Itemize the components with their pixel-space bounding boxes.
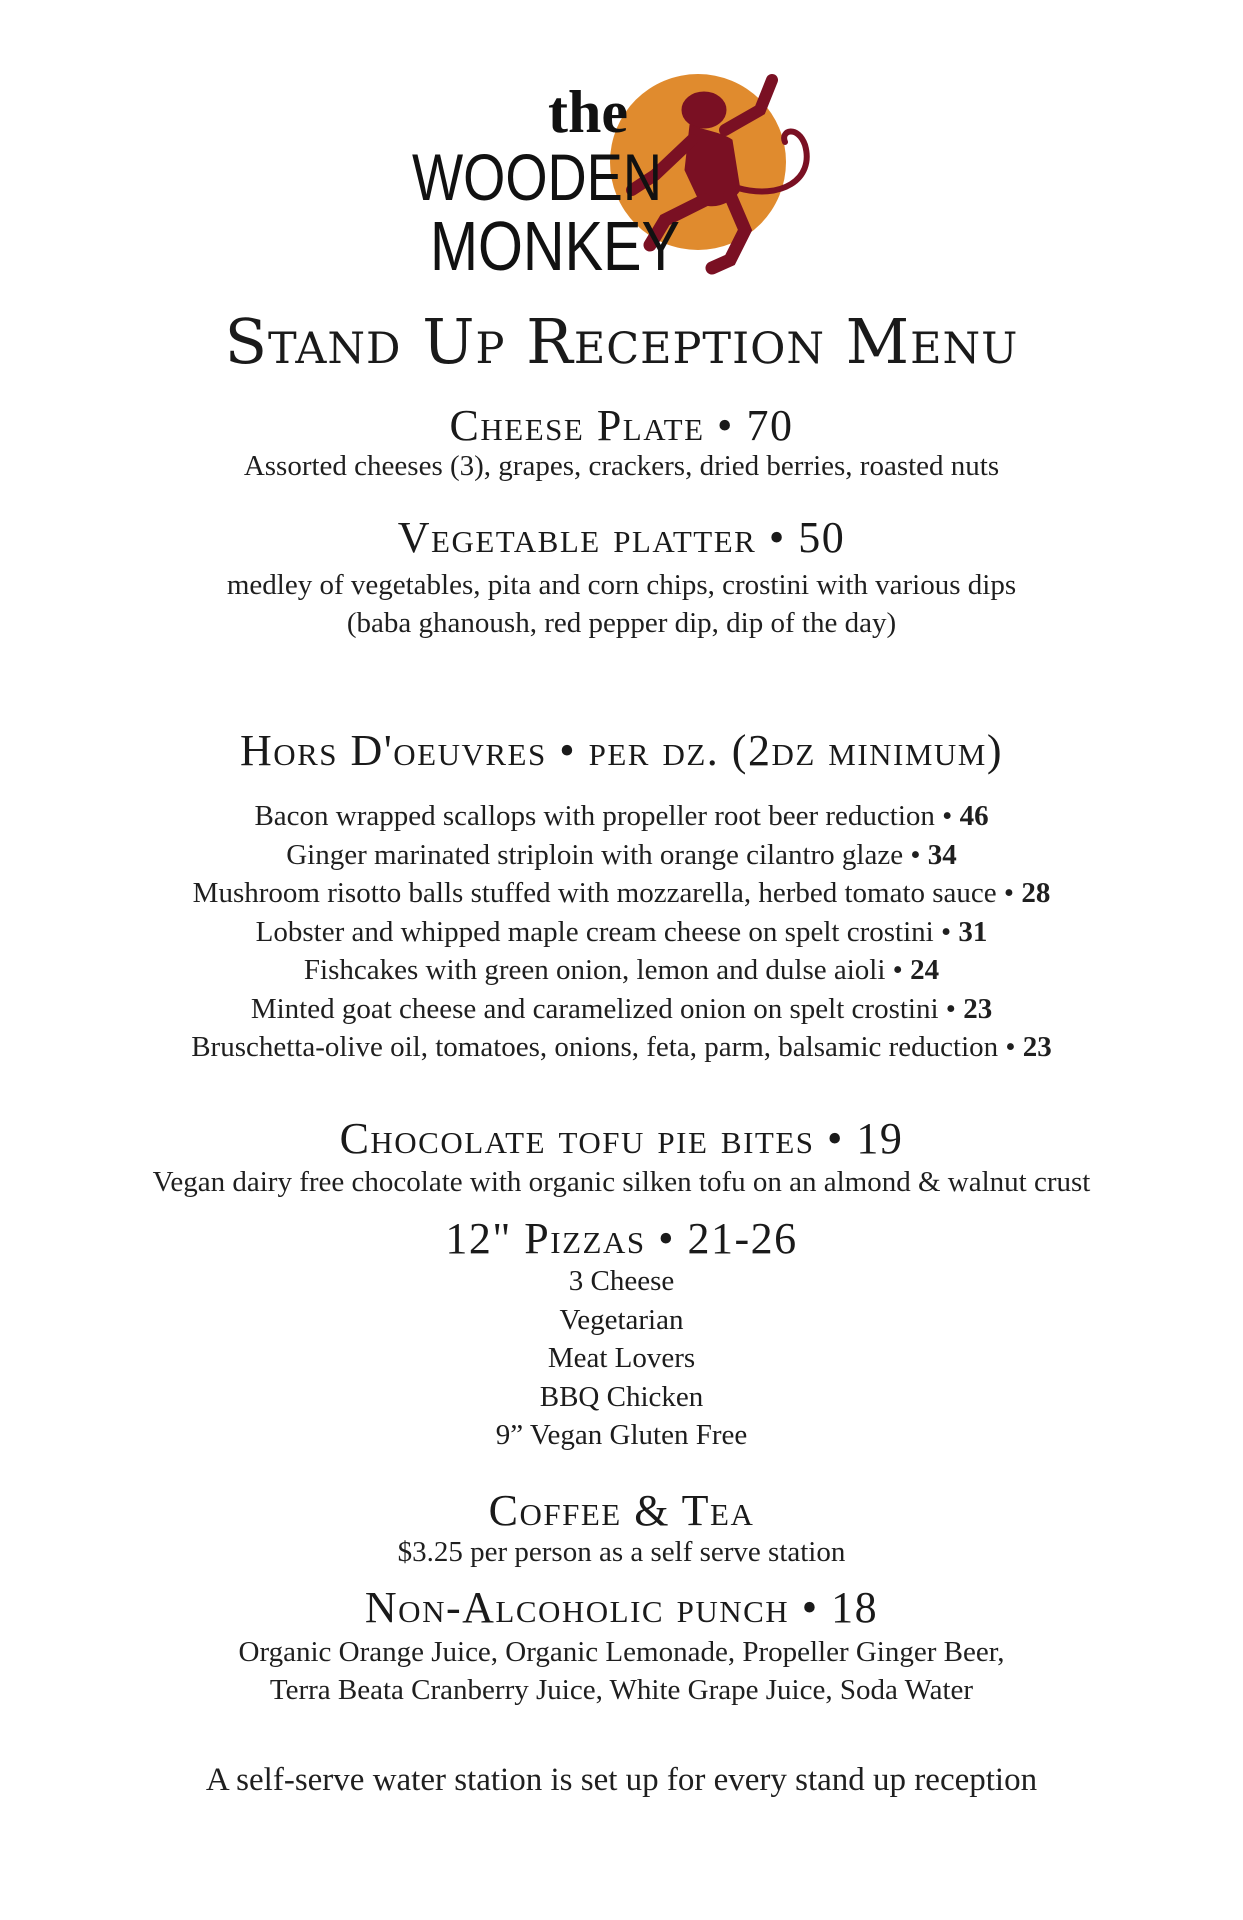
chocolate-tofu-heading: [0, 1113, 1243, 1164]
logo-the: the: [548, 79, 628, 145]
section-name: Vegetable platter: [397, 513, 757, 562]
section-name: Chocolate tofu pie bites: [339, 1114, 815, 1163]
section-price: 70: [746, 401, 794, 450]
punch-description: [0, 1633, 1243, 1709]
description-line: Organic Orange Juice, Organic Lemonade, Propeller Ginger Beer,: [238, 1636, 1005, 1668]
hors-doeuvres-list: [0, 797, 1243, 1067]
item-price: 34: [927, 838, 957, 871]
coffee-tea-heading: [0, 1485, 1243, 1536]
list-item: 9” Vegan Gluten Free: [495, 1419, 748, 1451]
item-price: 23: [963, 992, 993, 1025]
list-item: Fishcakes with green onion, lemon and dulse aioli • 24: [303, 954, 940, 986]
description-line: (baba ghanoush, red pepper dip, dip of the day): [346, 607, 897, 639]
list-item: Ginger marinated striploin with orange cilantro glaze • 34: [286, 838, 957, 871]
list-item: Vegetarian: [559, 1303, 684, 1336]
list-item: Minted goat cheese and caramelized onion on spelt crostini • 23: [250, 992, 993, 1025]
logo-wooden: WOODEN: [412, 140, 662, 214]
item-price: 23: [1022, 1031, 1052, 1063]
vegetable-platter-heading: [0, 512, 1243, 563]
hors-doeuvres-heading: [0, 725, 1243, 776]
coffee-tea-description: $3.25 per person as a self serve station: [397, 1536, 846, 1568]
section-name: Non-Alcoholic punch: [364, 1583, 790, 1632]
logo-monkey: MONKEY: [430, 207, 680, 280]
section-price: 21-26: [687, 1214, 798, 1263]
cheese-plate-description: Assorted cheeses (3), grapes, crackers, dried berries, roasted nuts: [243, 450, 1000, 482]
chocolate-tofu-description: Vegan dairy free chocolate with organic silken tofu on an almond & walnut crust: [152, 1166, 1091, 1198]
section-price: 50: [798, 513, 846, 562]
bullet: •: [827, 1114, 844, 1163]
pizzas-heading: [0, 1213, 1243, 1264]
description-line: medley of vegetables, pita and corn chips, crostini with various dips: [226, 569, 1017, 601]
item-price: 46: [959, 800, 989, 832]
description-line: Terra Beata Cranberry Juice, White Grape Juice, Soda Water: [269, 1674, 974, 1706]
section-name: 12" Pizzas: [445, 1214, 646, 1263]
vegetable-platter-description: [0, 566, 1243, 642]
section-name: Cheese Plate: [449, 401, 705, 450]
list-item: 3 Cheese: [568, 1265, 675, 1297]
item-price: 24: [910, 954, 940, 986]
wooden-monkey-logo: [400, 70, 840, 280]
bullet: •: [658, 1214, 675, 1263]
cheese-plate-heading: [0, 400, 1243, 451]
bullet: •: [717, 401, 734, 450]
section-price: 19: [856, 1114, 904, 1163]
list-item: Lobster and whipped maple cream cheese on spelt crostini • 31: [255, 915, 988, 948]
list-item: Mushroom risotto balls stuffed with mozzarella, herbed tomato sauce • 28: [192, 877, 1051, 909]
bullet: •: [801, 1583, 819, 1632]
list-item: Bruschetta-olive oil, tomatoes, onions, feta, parm, balsamic reduction • 23: [191, 1031, 1052, 1063]
page-title: Stand Up Reception Menu: [224, 305, 1019, 378]
bullet: •: [559, 726, 577, 775]
pizzas-list: [0, 1262, 1243, 1455]
item-price: 31: [958, 915, 988, 948]
section-note: per dz. (2dz minimum): [588, 726, 1004, 775]
bullet: •: [768, 513, 786, 562]
list-item: Bacon wrapped scallops with propeller root beer reduction • 46: [254, 800, 989, 832]
section-name: Coffee & Tea: [488, 1486, 755, 1535]
list-item: BBQ Chicken: [539, 1380, 704, 1413]
footer-note: A self-serve water station is set up for every stand up reception: [205, 1762, 1038, 1798]
section-name: Hors D'oeuvres: [239, 726, 547, 775]
section-price: 18: [831, 1583, 879, 1632]
item-price: 28: [1021, 877, 1051, 909]
list-item: Meat Lovers: [547, 1342, 696, 1374]
punch-heading: [0, 1582, 1243, 1633]
